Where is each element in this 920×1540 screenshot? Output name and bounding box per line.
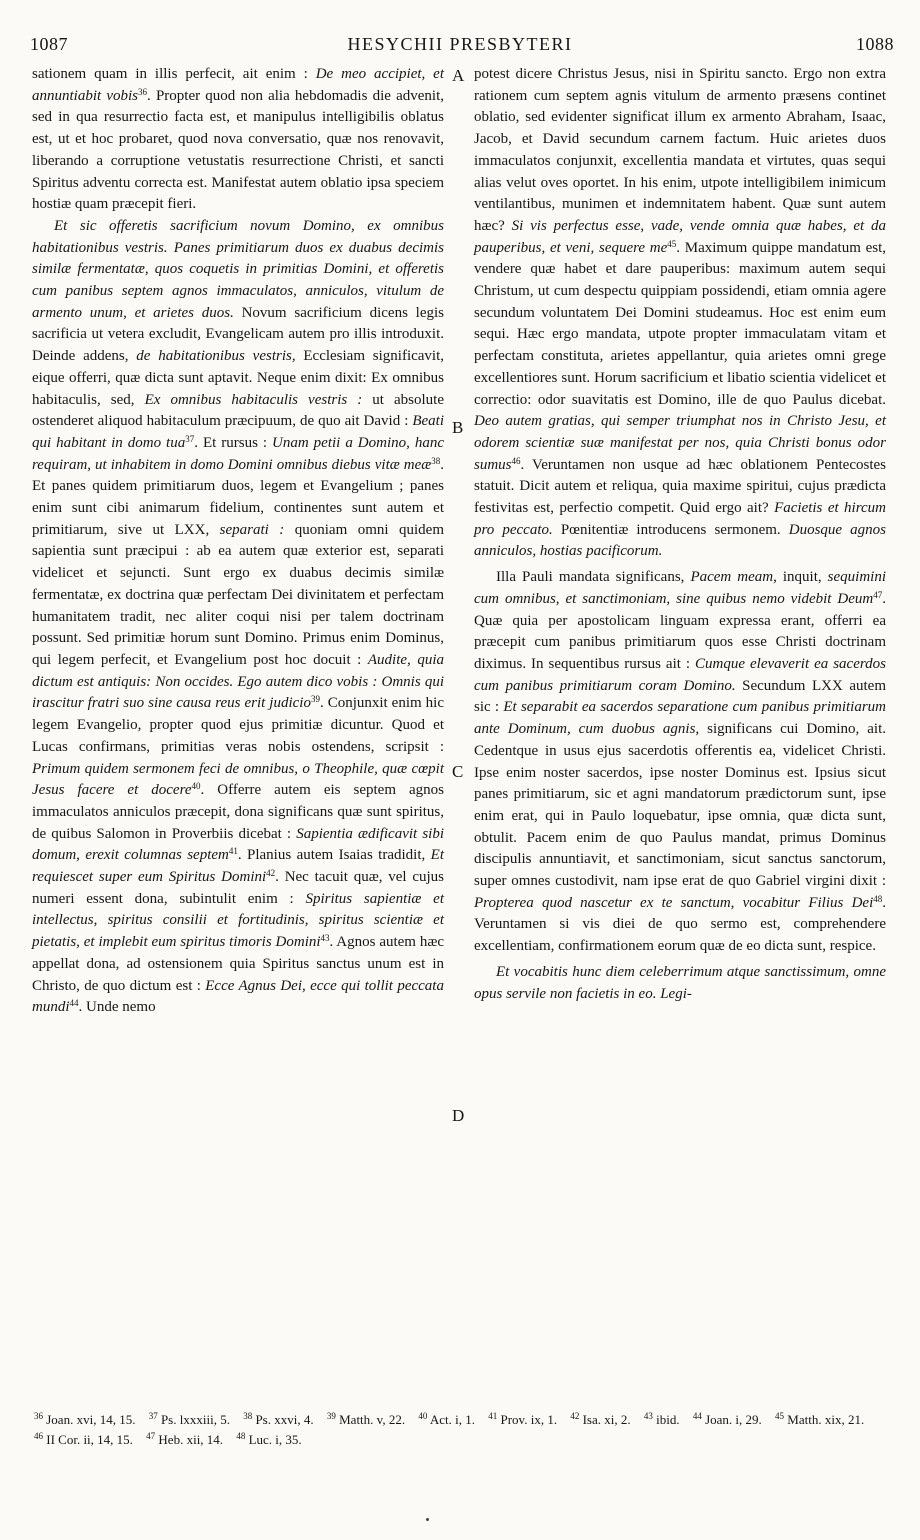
body-text: Ecclesiam significavit, eique offerri, quæ dicta sunt aptavit. Neque enim dixit: Ex omnibus habitaculis, sed,: [32, 348, 445, 408]
footnote-citation: Heb. xii, 14.: [155, 1432, 224, 1447]
footnote-citation: Luc. i, 35.: [245, 1432, 302, 1447]
section-marker-c: C: [452, 762, 464, 781]
quotation-text: Propterea quod nascetur ex te sanctum, vocabitur Filius Dei: [474, 894, 874, 911]
footnote-ref: 38: [431, 455, 441, 466]
footnote: [570, 1412, 630, 1427]
footnote-ref: 46: [511, 455, 521, 466]
left-column: [32, 64, 444, 1019]
quotation-text: Et vocabitis hunc diem celeberrimum atque sanctissimum, omne opus servile non facietis in eo. Legi-: [474, 963, 886, 1002]
quotation-text: Si vis perfectus esse, vade, vende omnia quæ habes, et da pauperibus, et veni, sequere me: [474, 217, 886, 256]
right-column: [474, 64, 886, 1005]
quotation-text: sequimini cum omnibus, et sanctimoniam, sine quibus nemo videbit Deum: [474, 569, 886, 607]
footnote-citation: II Cor. ii, 14, 15.: [43, 1432, 133, 1447]
footnote-ref: 36: [138, 86, 148, 97]
quotation-text: Et sic offeretis sacrificium novum Domino, ex omnibus habitationibus vestris. Panes primitiarum duos ex duabus decimis similæ fermentatæ, quos coquetis in primitias Domini, et offeretis cum panibus septem agnos immaculatos, anniculos, vitulum de armento unum, et arietes duos.: [32, 217, 444, 321]
footnote-citation: Matth. v, 22.: [335, 1412, 406, 1427]
footnote-ref: 41: [228, 846, 238, 857]
quotation-text: Duosque agnos anniculos, hostias pacificorum.: [474, 521, 887, 560]
page-number-right: 1088: [856, 34, 894, 54]
footnote-citation: Matth. xix, 21.: [784, 1412, 865, 1427]
quotation-text: Et requiescet super eum Spiritus Domini: [32, 847, 444, 886]
quotation-text: Pacem meam,: [690, 569, 777, 586]
footnote-number: 39: [326, 1411, 336, 1421]
body-text: Secundum LXX autem sic :: [474, 677, 886, 716]
right-paragraph: [474, 962, 886, 1005]
footnote-ref: 47: [873, 589, 883, 600]
quotation-text: Primum quidem sermonem feci de omnibus, o Theophile, quæ cœpit Jesus facere et docere: [32, 760, 444, 799]
footnote: [644, 1412, 680, 1427]
left-paragraph: [32, 216, 444, 1019]
quotation-text: separati :: [219, 521, 285, 538]
body-text: Illa Pauli mandata significans,: [496, 569, 691, 586]
footnote-citation: Joan. xvi, 14, 15.: [43, 1412, 136, 1427]
footnote-ref: 43: [320, 933, 330, 944]
footnote-ref: 39: [310, 694, 320, 705]
body-text: significans cui Domino, ait. Cedentque in usus ejus sacerdotis offerentis ea, videlicet Christi. Ipse enim noster sacerdos, ipse noster Dominus est. Ipsius sicut panes primitiarum, sic et agni mandatorum prædictorum sunt, ipse enim erat, qui in Paulo loquebatur, ipse omnia, quæ dicta sunt, obtulit. Pacem enim de quo Paulus mandat, primus Dominus discipulis annuntiavit, et sanctimoniam, sicut sanctus sanctorum, super omnes custodivit, nam ipse erat de quo Gabriel virgini dixit :: [474, 721, 886, 890]
footnote-citation: Act. i, 1.: [427, 1412, 475, 1427]
footnote: [34, 1432, 133, 1447]
quotation-text: Deo autem gratias, qui semper triumphat nos in Christo Jesu, et odorem scientiæ suæ manifestat per nos, quia Christi bonus odor sumus: [474, 413, 886, 473]
body-text: sationem quam in illis perfecit, ait enim :: [32, 66, 316, 82]
body-text: . Veruntamen si vis diei de quo sermo est, comprehendere excellentiam, confirmationem eorum quæ de eo dicta sunt, respice.: [474, 894, 886, 955]
body-text: . Conjunxit enim hic legem Evangelio, propter quod ejus primitiæ dicuntur. Quod et Lucas confirmans, primitias veras nobis ostendens, scripsit :: [32, 695, 444, 755]
body-text: . Veruntamen non usque ad hæc oblationem Pentecostes statuit. Dicit autem et reliqua, quia maxime spiritui, cujus prædicta festivitas est, perfectio competit. Quid ergo ait?: [474, 456, 886, 517]
footnote-number: 45: [775, 1411, 785, 1421]
footnote-number: 40: [418, 1411, 428, 1421]
quotation-text: Cumque elevaverit ea sacerdos cum panibus primitiarum coram Domino.: [474, 655, 886, 694]
body-text: . Unde nemo: [78, 999, 156, 1016]
right-paragraph: [474, 64, 886, 563]
section-marker-a: A: [452, 66, 465, 85]
footnote-ref: 45: [667, 238, 677, 249]
quotation-text: Sapientia ædificavit sibi domum, erexit columnas septem: [32, 825, 444, 864]
page-dot: [426, 1518, 429, 1521]
footnote: [327, 1412, 405, 1427]
quotation-text: Et separabit ea sacerdos separatione cum panibus primitiarum ante Dominum, cum duobus agnis,: [474, 699, 886, 738]
quotation-text: Spiritus sapientiæ et intellectus, spiritus consilii et fortitudinis, spiritus scientiæ et pietatis, et implebit eum spiritus timoris Domini: [32, 890, 444, 951]
quotation-text: Audite, quia dictum est antiquis: Non occides. Ego autem dico vobis : Omnis qui irascitur fratri suo sine causa reus erit judicio: [32, 651, 444, 712]
footnote-citation: Ps. lxxxiii, 5.: [157, 1412, 230, 1427]
footnote-citation: ibid.: [652, 1412, 680, 1427]
section-marker-d: D: [452, 1106, 465, 1125]
body-text: . Quæ quia per apostolicam linguam expressa erant, offerri ea præcepit cum panibus primitiarum quos esse Christi doctrinam diximus. In sequentibus rursus ait :: [474, 590, 886, 672]
body-text: . Et panes quidem primitiarum duos, legem et Evangelium ; panes enim sunt cibi animarum fidelium, continentes sunt autem et primitiarum, sive ut LXX,: [32, 456, 444, 538]
quotation-text: Ex omnibus habitaculis vestris :: [144, 391, 363, 408]
body-text: . Maximum quippe mandatum est, vendere quæ habet et dare pauperibus: maximum autem sequi Christum, ut cum despectu quippiam possidendi, etiam omnia agere secundum voluntatem Dei Domini studeamus. Hoc est enim eum sequi. Hæc ergo mandata, utpote propter immaculatam vitam et perfectam constituta, arietes appellantur, quia arietes omni grege excellentiores sunt. Horum sacrificium et libatio scientia videlicet et correctio: odor suavitatis est Domino, ille de quo Paulus dicebat.: [474, 239, 886, 408]
footnote-number: 44: [692, 1411, 702, 1421]
body-text: ut absolute ostenderet aliquod habitaculum præcipuum, de quo ait David :: [32, 391, 444, 430]
running-title: HESYCHII PRESBYTERI: [347, 34, 573, 54]
footnote: [34, 1412, 135, 1427]
footnote-ref: 40: [191, 781, 201, 792]
footnote-ref: 42: [266, 868, 276, 879]
footnote-ref: 48: [873, 893, 883, 904]
footnote: [236, 1432, 301, 1447]
quotation-text: de habitationibus vestris,: [136, 348, 296, 365]
footnote: [693, 1412, 762, 1427]
quotation-text: De meo accipiet, et annuntiabit vobis: [32, 66, 445, 104]
footnote-number: 38: [243, 1411, 253, 1421]
footnote: [418, 1412, 475, 1427]
footnote-number: 36: [34, 1411, 43, 1421]
footnote: [488, 1412, 557, 1427]
body-text: inquit,: [776, 569, 828, 586]
footnote: [775, 1412, 864, 1427]
right-paragraph: [474, 567, 886, 958]
footnote-number: 42: [570, 1411, 580, 1421]
footnote-citation: Isa. xi, 2.: [579, 1412, 631, 1427]
footnote-citation: Prov. ix, 1.: [497, 1412, 558, 1427]
footnote-ref: 44: [69, 998, 79, 1009]
section-marker-b: B: [452, 418, 464, 437]
footnote-citation: Ps. xxvi, 4.: [252, 1412, 314, 1427]
quotation-text: Unam petii a Domino, hanc requiram, ut inhabitem in domo Domini omnibus diebus vitæ meæ: [32, 434, 444, 473]
footnote-number: 43: [643, 1411, 653, 1421]
footnote-ref: 37: [185, 433, 195, 444]
body-text: . Nec tacuit quæ, vel cujus numeri essent dona, subintulit enim :: [32, 869, 444, 907]
footnote-number: 47: [146, 1431, 156, 1441]
body-text: Novum sacrificium dicens legis sacrificia ut vetera excludit, Evangelicam autem pro illis introduxit. Deinde addens,: [32, 304, 444, 365]
footnote-number: 48: [236, 1431, 246, 1441]
left-paragraph: [32, 64, 444, 216]
body-text: potest dicere Christus Jesus, nisi in Spiritu sancto. Ergo non extra rationem cum septem agnis vitulum de armento præsens continet oblatio, sed evidenter significat illum ex armento Abraham, Isaac, Jacob, et David secundum carnem factum. Huic arietes duos immaculatos conjunxit, excellentia mandata et virtutes, quas sequi alias velut oves oportet. In his enim, utpote intelligibilem inimicum ventilantibus, munimen et indemnitatem habent. Quæ sunt autem hæc?: [474, 66, 886, 234]
body-text: . Offerre autem eis septem agnos immaculatos anniculos præcepit, dona significans quæ sunt spiritus, de quibus Salomon in Proverbiis dicebat :: [32, 782, 444, 842]
body-text: . Et rursus :: [194, 434, 273, 451]
footnote-number: 46: [34, 1431, 43, 1441]
footnote-number: 37: [148, 1411, 158, 1421]
footnote: [149, 1412, 230, 1427]
body-text: . Propter quod non alia hebdomadis die advenit, sed in qua resurrectio facta est, et manipulus intelligibilis oblatus est, ut et hoc probaret, quod nova conversatio, quæ nos renovavit, liberando a corruptione vetustatis resurrectione Christi, et sancti Spiritus adventu correcta est. Manifestat autem oblatio ipsa speciem hostiæ quam præcepit fieri.: [32, 87, 444, 213]
footnote-citation: Joan. i, 29.: [701, 1412, 762, 1427]
body-text: quoniam omni quidem sapientia sunt præcipui : ab ea autem quæ exterior est, separati videlicet et sejuncti. Sunt ergo ex duabus decimis similæ fermentatæ, ex doctrina quæ perfectam Dei divinitatem et perfectam humanitatem tradit, nec aliter coqui nisi per talem doctrinam possunt. Sed primitiæ horum sunt Domino. Primus enim Dominus, qui legem perfecit, et Evangelium post hoc docuit :: [32, 521, 444, 668]
quotation-text: Ecce Agnus Dei, ecce qui tollit peccata mundi: [32, 977, 444, 1016]
quotation-text: Beati qui habitant in domo tua: [32, 413, 444, 451]
footnote: [146, 1432, 223, 1447]
footnote: [243, 1412, 313, 1427]
page-number-left: 1087: [30, 34, 68, 54]
quotation-text: Facietis et hircum pro peccato.: [474, 500, 886, 538]
body-text: Pœnitentiæ introducens sermonem.: [552, 521, 789, 538]
body-text: . Agnos autem hæc appellat dona, ad ostensionem quia Spiritus sanctus unum est in Christo, de quo dictum est :: [32, 934, 444, 994]
footnote-number: 41: [488, 1411, 498, 1421]
footnotes: [34, 1410, 884, 1450]
body-text: . Planius autem Isaias tradidit,: [237, 847, 431, 864]
